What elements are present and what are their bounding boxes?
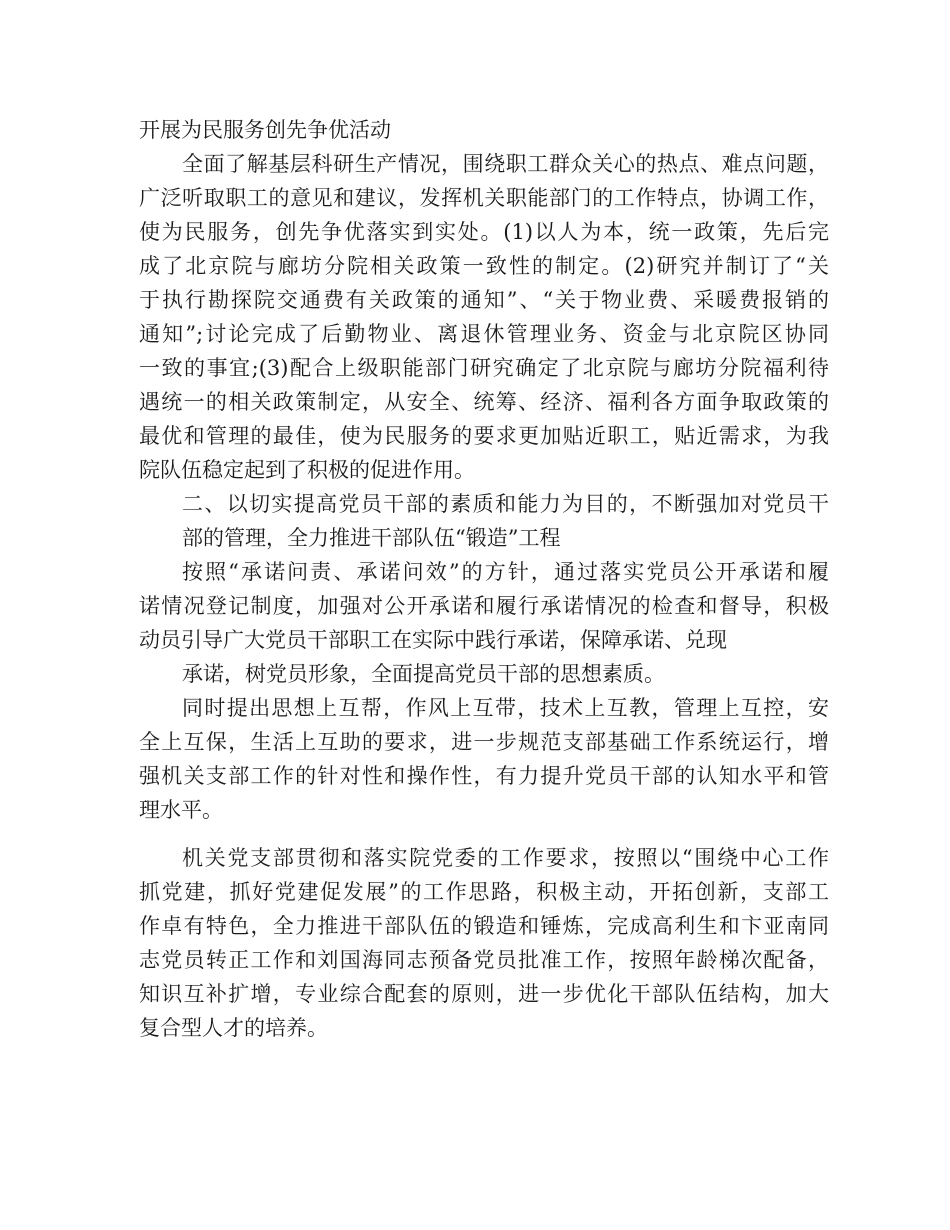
paragraph-line: 最优和管理的最佳，使为民服务的要求更加贴近职工，贴近需求，为我	[139, 424, 829, 448]
paragraph-line: 诺情况登记制度，加强对公开承诺和履行承诺情况的检查和督导，积极	[139, 594, 829, 618]
paragraph-line: 全面了解基层科研生产情况，围绕职工群众关心的热点、难点问题，	[182, 152, 829, 176]
section-heading: 二、以切实提高党员干部的素质和能力为目的，不断强加对党员干	[182, 492, 829, 516]
paragraph-line: 广泛听取职工的意见和建议，发挥机关职能部门的工作特点，协调工作，	[139, 186, 829, 210]
paragraph-line: 一致的事宜;(3)配合上级职能部门研究确定了北京院与廊坊分院福利待	[139, 356, 829, 380]
paragraph-line: 院队伍稳定起到了积极的促进作用。	[139, 458, 475, 482]
paragraph-line: 抓党建，抓好党建促发展”的工作思路，积极主动，开拓创新，支部工	[139, 880, 829, 904]
paragraph-line: 机关党支部贯彻和落实院党委的工作要求，按照以“围绕中心工作	[182, 846, 829, 870]
paragraph-line: 成了北京院与廊坊分院相关政策一致性的制定。(2)研究并制订了“关	[139, 254, 829, 278]
paragraph-line: 承诺，树党员形象，全面提高党员干部的思想素质。	[182, 662, 665, 686]
paragraph-line: 复合型人才的培养。	[139, 1016, 328, 1040]
paragraph-line: 理水平。	[139, 798, 223, 822]
paragraph-line: 作卓有特色，全力推进干部队伍的锻造和锤炼，完成高利生和卞亚南同	[139, 914, 829, 938]
section-heading: 开展为民服务创先争优活动	[139, 118, 391, 142]
paragraph-line: 按照“承诺问责、承诺问效”的方针，通过落实党员公开承诺和履	[182, 560, 829, 584]
paragraph-line: 强机关支部工作的针对性和操作性，有力提升党员干部的认知水平和管	[139, 764, 829, 788]
paragraph-line: 遇统一的相关政策制定，从安全、统筹、经济、福利各方面争取政策的	[139, 390, 829, 414]
paragraph-line: 使为民服务，创先争优落实到实处。(1)以人为本，统一政策，先后完	[139, 220, 829, 244]
paragraph-line: 志党员转正工作和刘国海同志预备党员批准工作，按照年龄梯次配备，	[139, 948, 829, 972]
paragraph-line: 同时提出思想上互帮，作风上互带，技术上互教，管理上互控，安	[182, 696, 829, 720]
paragraph-line: 动员引导广大党员干部职工在实际中践行承诺，保障承诺、兑现	[139, 628, 727, 652]
paragraph-line: 知识互补扩增，专业综合配套的原则，进一步优化干部队伍结构，加大	[139, 982, 829, 1006]
paragraph-line: 于执行勘探院交通费有关政策的通知”、“关于物业费、采暖费报销的	[139, 288, 829, 312]
paragraph-line: 全上互保，生活上互助的要求，进一步规范支部基础工作系统运行，增	[139, 730, 829, 754]
paragraph-line: 通知”;讨论完成了后勤物业、离退休管理业务、资金与北京院区协同	[139, 322, 829, 346]
section-heading: 部的管理，全力推进干部队伍“锻造”工程	[182, 526, 561, 550]
